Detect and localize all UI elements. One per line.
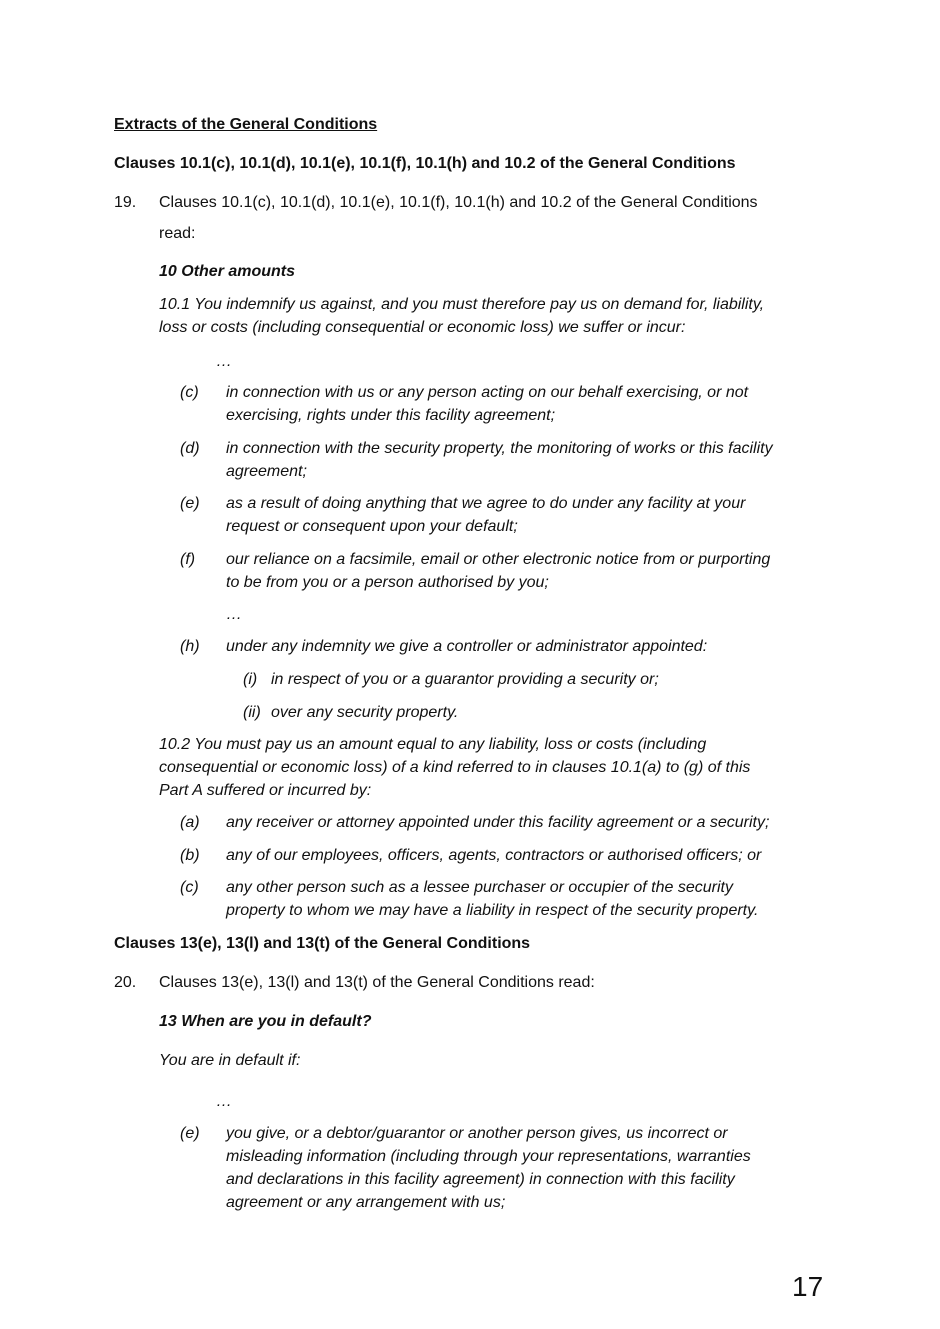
page-number: 17 xyxy=(792,1271,824,1302)
item-text-line1: any of our employees, officers, agents, contractors or authorised officers; or xyxy=(226,847,762,864)
sub-item-text: in respect of you or a guarantor providing a security or; xyxy=(271,671,659,688)
item-e-line3: and declarations in this facility agreement) in connection with this facility xyxy=(226,1171,735,1188)
item-e-line2: misleading information (including through your representations, warranties xyxy=(226,1148,751,1165)
item-h-text: under any indemnity we give a controller or administrator appointed: xyxy=(226,638,708,655)
para-19-line2: read: xyxy=(159,225,196,242)
clause-13-title: 13 When are you in default? xyxy=(159,1013,372,1030)
item-text-line2: property to whom we may have a liability in respect of the security property. xyxy=(226,902,759,919)
sub-item-label: (i) xyxy=(243,671,258,688)
item-label: (h) xyxy=(180,638,200,655)
item-text-line2: request or consequent upon your default; xyxy=(226,518,518,535)
ellipsis: … xyxy=(216,1093,232,1110)
clause-10-1-line1: 10.1 You indemnify us against, and you must therefore pay us on demand for, liability, xyxy=(159,296,765,313)
clause-10-2-line2: consequential or economic loss) of a kind referred to in clauses 10.1(a) to (g) of this xyxy=(159,759,751,776)
ellipsis: … xyxy=(226,606,242,623)
item-label: (e) xyxy=(180,495,200,512)
clause-13-intro: You are in default if: xyxy=(159,1052,301,1069)
item-e-line1: you give, or a debtor/guarantor or another person gives, us incorrect or xyxy=(226,1125,728,1142)
ellipsis: … xyxy=(216,353,232,370)
section-title: Extracts of the General Conditions xyxy=(114,116,378,133)
item-label: (f) xyxy=(180,551,196,568)
item-text-line1: in connection with the security property, the monitoring of works or this facility xyxy=(226,440,773,457)
item-label: (c) xyxy=(180,384,199,401)
sub-item-text: over any security property. xyxy=(271,704,459,721)
item-text-line2: to be from you or a person authorised by you; xyxy=(226,574,549,591)
clause-10-2-line1: 10.2 You must pay us an amount equal to any liability, loss or costs (including xyxy=(159,736,707,753)
item-e-line4: agreement or any arrangement with us; xyxy=(226,1194,506,1211)
clause-10-2-line3: Part A suffered or incurred by: xyxy=(159,782,372,799)
item-label: (c) xyxy=(180,879,199,896)
item-label: (d) xyxy=(180,440,200,457)
heading-clauses-13: Clauses 13(e), 13(l) and 13(t) of the General Conditions xyxy=(114,935,531,952)
clause-10-title: 10 Other amounts xyxy=(159,263,296,280)
para-20-text: Clauses 13(e), 13(l) and 13(t) of the General Conditions read: xyxy=(159,974,595,991)
item-label: (e) xyxy=(180,1125,200,1142)
item-text-line2: agreement; xyxy=(226,463,307,480)
item-label: (a) xyxy=(180,814,200,831)
item-text-line2: exercising, rights under this facility agreement; xyxy=(226,407,556,424)
para-19-line1: Clauses 10.1(c), 10.1(d), 10.1(e), 10.1(f), 10.1(h) and 10.2 of the General Conditions xyxy=(159,194,758,211)
item-label: (b) xyxy=(180,847,200,864)
item-text-line1: any receiver or attorney appointed under this facility agreement or a security; xyxy=(226,814,770,831)
item-text-line1: our reliance on a facsimile, email or other electronic notice from or purporting xyxy=(226,551,771,568)
heading-clauses-10: Clauses 10.1(c), 10.1(d), 10.1(e), 10.1(f), 10.1(h) and 10.2 of the General Conditions xyxy=(114,155,736,172)
para-19-number: 19. xyxy=(114,194,137,211)
para-20-number: 20. xyxy=(114,974,137,991)
item-text-line1: as a result of doing anything that we agree to do under any facility at your xyxy=(226,495,746,512)
sub-item-label: (ii) xyxy=(243,704,261,721)
clause-10-1-line2: loss or costs (including consequential or economic loss) we suffer or incur: xyxy=(159,319,686,336)
item-text-line1: in connection with us or any person acting on our behalf exercising, or not xyxy=(226,384,749,401)
item-text-line1: any other person such as a lessee purchaser or occupier of the security xyxy=(226,879,733,896)
